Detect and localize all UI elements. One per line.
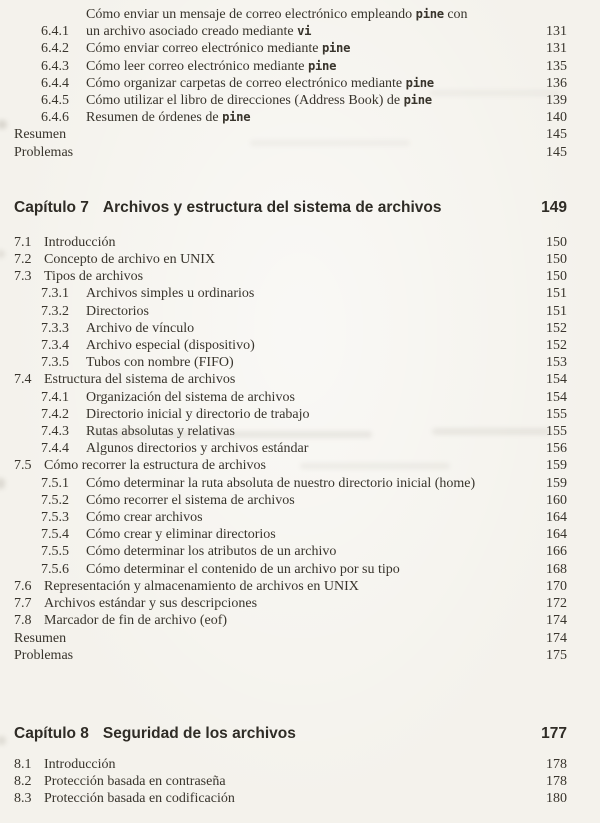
toc-entry-number: 6.4.2: [41, 41, 69, 57]
toc-entry-page: 177: [541, 724, 567, 742]
toc-entry-title: Cómo recorrer el sistema de archivos: [86, 492, 295, 508]
toc-entry-number: 7.4.3: [41, 424, 69, 440]
toc-entry-number: 7.3.5: [41, 355, 69, 371]
toc-entry-row: [14, 144, 567, 161]
toc-entry-row: [14, 440, 567, 457]
chapter-title: Archivos y estructura del sistema de archivos: [102, 198, 442, 216]
toc-entry-number: 6.4.3: [41, 58, 69, 74]
toc-entry-row: [14, 773, 567, 790]
toc-entry-title: Archivos estándar y sus descripciones: [44, 596, 258, 612]
toc-entry-row: [14, 647, 567, 664]
toc-entry-number: 7.5.2: [41, 492, 69, 508]
toc-entry-page: 150: [546, 269, 567, 285]
toc-entry-title: Cómo utilizar el libro de direcciones (Address Book) de pine: [86, 93, 432, 109]
toc-entry-row: [14, 58, 567, 75]
toc-entry-row: [14, 630, 567, 647]
toc-entry-page: 166: [546, 544, 567, 560]
chapter-number: Capítulo 8: [14, 724, 89, 742]
toc-entry-title: Introducción: [44, 234, 116, 250]
toc-entry-row: [14, 126, 567, 143]
toc-entry-row: [14, 475, 567, 492]
toc-entry-row: [14, 251, 567, 268]
toc-entry-title: Tubos con nombre (FIFO): [86, 355, 234, 371]
toc-entry-title: Algunos directorios y archivos estándar: [86, 441, 309, 457]
toc-entry-title: Estructura del sistema de archivos: [44, 372, 236, 388]
toc-entry-page: 145: [546, 127, 567, 143]
inline-code: pine: [222, 110, 251, 125]
toc-entry-row: [14, 423, 567, 440]
toc-entry-number: 6.4.4: [41, 75, 69, 91]
toc-entry-title: Introducción: [44, 756, 116, 772]
chapter-title: Seguridad de los archivos: [102, 724, 296, 742]
toc-entry-number: 7.3.1: [41, 286, 69, 302]
toc-entry-page: 154: [546, 389, 567, 405]
toc-entry-number: 6.4.6: [41, 110, 69, 126]
toc-entry-page: 168: [546, 561, 567, 577]
toc-entry-row: [14, 75, 567, 92]
inline-code: pine: [307, 58, 337, 73]
toc-entry-page: 174: [546, 613, 567, 629]
toc-entry-title: Archivos simples u ordinarios: [86, 286, 255, 302]
toc-entry-row: [14, 371, 567, 388]
toc-entry-page: 153: [546, 355, 567, 371]
toc-entry-page: 135: [546, 58, 567, 74]
toc-entry-number: 7.3.2: [41, 303, 69, 319]
toc-entry-title: Marcador de fin de archivo (eof): [44, 613, 228, 629]
toc-entry-title: Cómo determinar el contenido de un archivo por su tipo: [86, 561, 400, 577]
toc-entry-number: 7.5.3: [41, 510, 69, 526]
toc-entry-row: [14, 492, 567, 509]
toc-entry-title: Directorio inicial y directorio de trabajo: [86, 406, 310, 422]
toc-entry-number: 7.3.4: [41, 338, 69, 354]
toc-entry-page: 155: [546, 406, 567, 422]
toc-entry-title: Resumen de órdenes de pine: [86, 110, 251, 126]
toc-entry-title: Cómo determinar los atributos de un archivo: [86, 544, 337, 560]
toc-entry-page: 160: [546, 492, 567, 508]
toc-entry-row: [14, 268, 567, 285]
toc-entry-row: [14, 406, 567, 423]
toc-entry-title: Protección basada en contraseña: [44, 774, 226, 790]
toc-entry-title: Archivo de vínculo: [86, 320, 195, 336]
toc-entry-number: 7.5.4: [41, 527, 69, 543]
toc-entry-title: Cómo enviar un mensaje de correo electrónico empleando pine con un archivo asociado creado mediante vi: [86, 7, 468, 40]
toc-entry-row: [14, 509, 567, 526]
toc-entry-row: [14, 6, 567, 40]
inline-code: pine: [415, 7, 444, 21]
toc-entry-page: 178: [546, 774, 567, 790]
toc-entry-page: 164: [546, 527, 567, 543]
toc-entry-title: Cómo leer correo electrónico mediante pine: [86, 58, 337, 74]
toc-entry-page: 159: [546, 458, 567, 474]
toc-entry-title: Organización del sistema de archivos: [86, 389, 295, 405]
toc-entry-number: 7.1: [14, 234, 32, 250]
toc-entry-row: [14, 40, 567, 57]
toc-entry-page: 151: [546, 303, 567, 319]
toc-entry-title: Cómo recorrer la estructura de archivos: [44, 458, 266, 474]
toc-entry-page: 131: [546, 24, 567, 40]
inline-code: pine: [405, 75, 434, 90]
inline-code: pine: [321, 41, 351, 56]
toc-entry-page: 164: [546, 510, 567, 526]
toc-entry-page: 139: [546, 93, 567, 109]
toc-entry-row: [14, 595, 567, 612]
toc-entry-row: [14, 337, 567, 354]
toc-entry-row: [14, 543, 567, 560]
toc-entry-number: 7.4.1: [41, 389, 69, 405]
toc-entry-title: Cómo determinar la ruta absoluta de nuestro directorio inicial (home): [86, 475, 476, 491]
toc-entry-title: Cómo crear y eliminar directorios: [86, 527, 276, 543]
toc-entry-title: Cómo organizar carpetas de correo electrónico mediante pine: [86, 75, 434, 91]
toc-entry-title: Directorios: [86, 303, 149, 319]
toc-entry-number: 7.4: [14, 372, 32, 388]
toc-entry-page: 154: [546, 372, 567, 388]
toc-entry-number: 7.5: [14, 458, 32, 474]
toc-entry-title: Resumen: [14, 127, 67, 143]
toc-entry-title: Cómo crear archivos: [86, 510, 203, 526]
toc-entry-row: [14, 92, 567, 109]
toc-entry-page: 156: [546, 441, 567, 457]
toc-entry-title: Problemas: [14, 144, 74, 160]
toc-entry-title: Rutas absolutas y relativas: [86, 424, 235, 440]
chapter-number: Capítulo 7: [14, 198, 89, 216]
toc-entry-number: 7.7: [14, 596, 32, 612]
toc-entry-page: 131: [546, 41, 567, 57]
toc-entry-number: 7.4.4: [41, 441, 69, 457]
toc-entry-row: [14, 578, 567, 595]
toc-entry-title: Archivo especial (dispositivo): [86, 338, 255, 354]
toc-entry-number: 7.5.5: [41, 544, 69, 560]
toc-entry-page: 152: [546, 320, 567, 336]
toc-entry-row: [14, 234, 567, 251]
toc-entry-page: 149: [541, 198, 567, 216]
toc-entry-row: [14, 526, 567, 543]
toc-entry-title: Representación y almacenamiento de archivos en UNIX: [44, 578, 359, 594]
toc-entry-row: [14, 354, 567, 371]
toc-chapter-row: [14, 198, 567, 218]
toc-entry-page: 159: [546, 475, 567, 491]
toc-entry-row: [14, 389, 567, 406]
toc-chapter-row: [14, 724, 567, 744]
toc-entry-row: [14, 303, 567, 320]
toc-entry-page: 172: [546, 596, 567, 612]
toc-entry-row: [14, 285, 567, 302]
toc-entry-number: 7.2: [14, 252, 32, 268]
toc-entry-row: [14, 457, 567, 474]
toc-entry-row: [14, 612, 567, 629]
toc-entry-page: 170: [546, 578, 567, 594]
inline-code: vi: [297, 24, 312, 39]
toc-entry-page: 151: [546, 286, 567, 302]
toc-entry-title: Cómo enviar correo electrónico mediante pine: [86, 41, 351, 57]
toc-entry-page: 152: [546, 338, 567, 354]
toc-entry-page: 174: [546, 630, 567, 646]
toc-entry-page: 145: [546, 144, 567, 160]
toc-entry-number: 7.4.2: [41, 406, 69, 422]
toc-entry-number: 7.6: [14, 578, 32, 594]
toc-entry-number: 7.5.6: [41, 561, 69, 577]
toc-entry-number: 7.3.3: [41, 320, 69, 336]
toc-entry-page: 180: [546, 791, 567, 807]
toc-entry-page: 140: [546, 110, 567, 126]
toc-entry-title: Resumen: [14, 630, 67, 646]
toc-entry-row: [14, 756, 567, 773]
toc-entry-number: 6.4.1: [41, 24, 69, 40]
toc-entry-page: 178: [546, 756, 567, 772]
toc-entry-number: 8.1: [14, 756, 32, 772]
toc-list: [0, 6, 600, 808]
toc-entry-row: [14, 790, 567, 807]
inline-code: pine: [403, 93, 432, 108]
toc-entry-number: 6.4.5: [41, 93, 69, 109]
toc-entry-page: 175: [546, 647, 567, 663]
toc-entry-number: 7.8: [14, 613, 32, 629]
toc-entry-number: 8.2: [14, 774, 32, 790]
toc-entry-row: [14, 320, 567, 337]
toc-entry-row: [14, 561, 567, 578]
toc-entry-title: Protección basada en codificación: [44, 791, 235, 807]
toc-entry-title: Concepto de archivo en UNIX: [44, 252, 216, 268]
toc-entry-number: 8.3: [14, 791, 32, 807]
toc-entry-title: Problemas: [14, 647, 74, 663]
toc-entry-page: 150: [546, 234, 567, 250]
toc-entry-number: 7.5.1: [41, 475, 69, 491]
toc-entry-row: [14, 109, 567, 126]
toc-entry-title: Tipos de archivos: [44, 269, 144, 285]
toc-entry-page: 136: [546, 75, 567, 91]
toc-entry-number: 7.3: [14, 269, 32, 285]
toc-entry-page: 150: [546, 252, 567, 268]
toc-entry-page: 155: [546, 424, 567, 440]
